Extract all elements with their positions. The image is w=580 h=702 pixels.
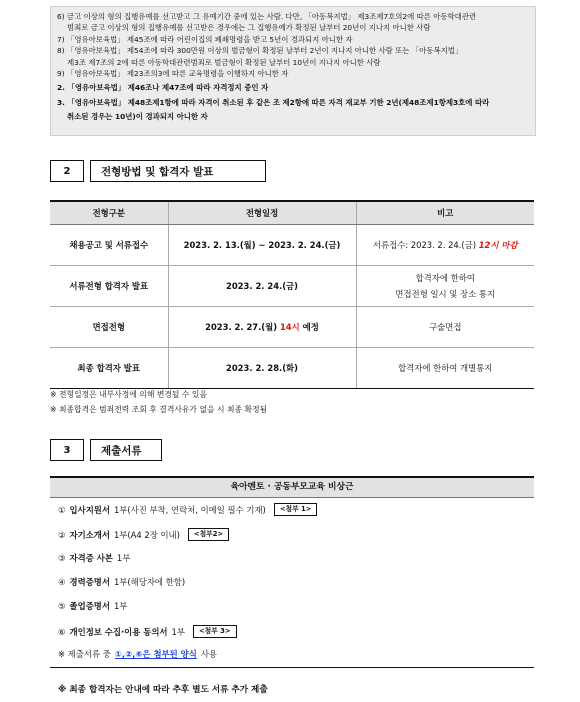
row-date: 2023. 2. 24.(금) — [168, 266, 356, 307]
row-date — [168, 307, 356, 348]
section-2-heading — [50, 160, 266, 182]
document-name: 개인정보 수집·이용 동의서 — [69, 626, 168, 637]
document-name: 졸업증명서 — [69, 601, 110, 611]
schedule-note: ※ 전형일정은 내부사정에 의해 변경될 수 있음 — [50, 390, 207, 399]
row-type: 서류전형 합격자 발표 — [50, 266, 168, 307]
box-line: 3. 「영유아보육법」 제48조제1항에 따라 자격이 취소된 후 같은 조 제2항에 따른 자격 재교부 기한 2년(제48조제1항제3호에 따라 — [57, 97, 490, 107]
documents-note — [58, 648, 217, 660]
document-name: 자격증 사본 — [69, 553, 113, 563]
document-item — [58, 625, 237, 638]
deadline-text: 12시 마감 — [478, 240, 518, 250]
document-detail: 1부(A4 2장 이내) — [113, 529, 180, 540]
time-text: 14시 — [279, 322, 300, 332]
box-line: 6) 금고 이상의 형의 집행유예를 선고받고 그 유예기간 중에 있는 사람. 다만, 「아동복지법」 제3조제7호의2에 따른 아동학대관련 — [57, 12, 477, 21]
item-number: ③ — [58, 553, 66, 563]
section-title: 제출서류 — [90, 439, 162, 461]
item-number: ② — [58, 529, 66, 540]
item-number: ④ — [58, 577, 66, 587]
row-type: 면접전형 — [50, 307, 168, 348]
row-date: 2023. 2. 13.(월) ~ 2023. 2. 24.(금) — [168, 225, 356, 266]
note-prefix: ※ 제출서류 중 — [58, 649, 111, 659]
schedule-table — [50, 200, 534, 389]
table-row — [50, 225, 534, 266]
row-date: 2023. 2. 28.(화) — [168, 348, 356, 389]
section-title: 전형방법 및 합격자 발표 — [90, 160, 266, 182]
section-number: 2 — [50, 160, 84, 182]
schedule-note: ※ 최종합격은 범죄전력 조회 후 결격사유가 없을 시 최종 확정됨 — [50, 405, 268, 414]
attachment-tag: <첨부 1> — [274, 503, 318, 516]
document-detail: 1부(해당자에 한함) — [113, 577, 186, 587]
section-number: 3 — [50, 439, 84, 461]
document-detail: 1부 — [113, 601, 128, 611]
final-note: ※ 최종 합격자는 안내에 따라 추후 별도 서류 추가 제출 — [58, 685, 268, 695]
row-note: 구술면접 — [356, 307, 534, 348]
note-line: 면접전형 일시 및 장소 통지 — [395, 289, 496, 299]
col-header: 비고 — [356, 201, 534, 225]
document-detail: 1부 — [116, 553, 131, 563]
document-item — [58, 503, 317, 516]
row-note — [356, 266, 534, 307]
note-text: 서류접수: 2023. 2. 24.(금) — [372, 240, 479, 250]
document-item — [58, 576, 185, 588]
note-line: 합격자에 한하여 — [415, 273, 475, 283]
table-row — [50, 348, 534, 389]
document-detail: 1부 — [171, 626, 185, 637]
document-item — [58, 552, 130, 564]
document-detail: 1부(사진 부착, 연락처, 이메일 필수 기재) — [113, 504, 266, 515]
document-name: 입사지원서 — [69, 504, 110, 515]
note-suffix: 사용 — [200, 649, 217, 659]
box-line: 범죄로 금고 이상의 형의 집행유예를 선고받은 경우에는 그 집행유예가 확정된 날부터 20년이 지나지 아니한 사람 — [67, 23, 431, 33]
item-number: ⑥ — [58, 626, 66, 637]
divider — [50, 667, 534, 668]
table-row — [50, 266, 534, 307]
attachment-tag: <첨부 3> — [193, 625, 237, 638]
document-item — [58, 528, 229, 541]
attachment-tag: <첨부2> — [188, 528, 229, 541]
row-type: 최종 합격자 발표 — [50, 348, 168, 389]
box-line: 9) 「영유아보육법」 제23조의3에 따른 교육명령을 이행하지 아니한 자 — [57, 69, 289, 79]
table-header-row — [50, 201, 534, 225]
section-3-heading — [50, 439, 162, 461]
box-line: 7) 「영유아보육법」 제45조에 따라 어린이집의 폐쇄명령을 받고 5년이 경과되지 아니한 자 — [57, 34, 353, 44]
col-header: 전형일정 — [168, 201, 356, 225]
row-type: 채용공고 및 서류접수 — [50, 225, 168, 266]
item-number: ⑤ — [58, 601, 66, 611]
date-text: 2023. 2. 27.(월) — [205, 322, 280, 332]
box-line: 8) 「영유아보육법」 제54조에 따라 300만원 이상의 벌금형이 확정된 날부터 2년이 지나지 아니한 사람 또는 「아동복지법」 — [57, 46, 463, 56]
disqualification-box — [50, 6, 536, 136]
date-suffix: 예정 — [299, 322, 319, 332]
documents-header: 육아멘토 · 공동부모교육 비상근 — [50, 476, 534, 498]
row-note: 합격자에 한하여 개별통지 — [356, 348, 534, 389]
document-name: 자기소개서 — [69, 529, 110, 540]
document-name: 경력증명서 — [69, 577, 110, 587]
col-header: 전형구분 — [50, 201, 168, 225]
attached-forms-link[interactable]: ①,②,⑥은 첨부된 양식 — [114, 649, 197, 659]
box-line: 2. 「영유아보육법」 제46조나 제47조에 따라 자격정지 중인 자 — [57, 83, 269, 93]
box-line: 취소된 경우는 10년)이 경과되지 아니한 자 — [67, 112, 208, 122]
box-line: 제3조 제7조의 2에 따른 아동학대관련범죄로 벌금형이 확정된 날부터 10년이 지나지 아니한 사람 — [67, 57, 381, 67]
item-number: ① — [58, 504, 66, 515]
document-item — [58, 600, 127, 612]
row-note — [356, 225, 534, 266]
table-row — [50, 307, 534, 348]
